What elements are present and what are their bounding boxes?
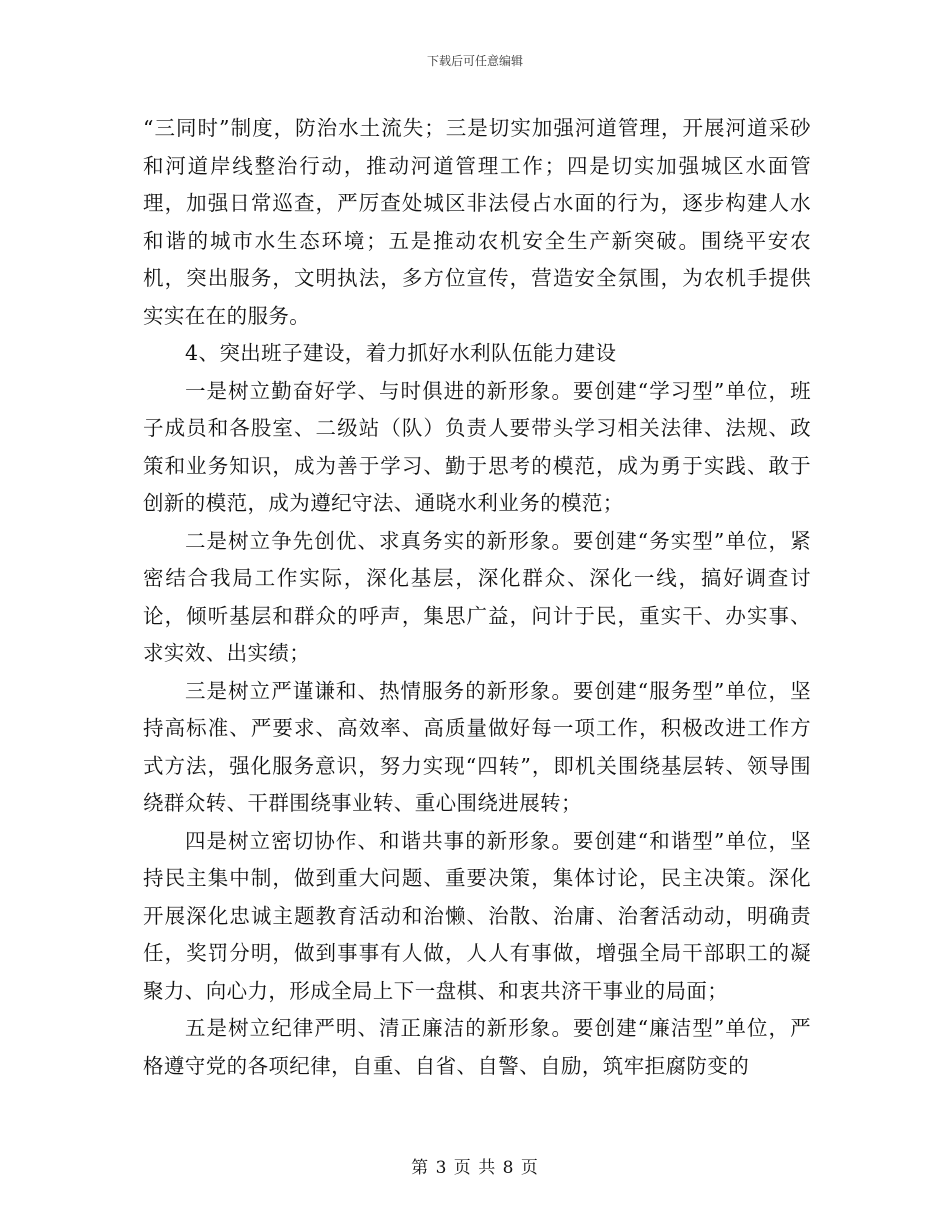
paragraph-integrity: 五是树立纪律严明、清正廉洁的新形象。要创建“廉洁型”单位，严格遵守党的各项纪律，自重、自省、自警、自励，筑牢拒腐防变的 bbox=[143, 1016, 811, 1078]
paragraph-practical: 二是树立争先创优、求真务实的新形象。要创建“务实型”单位，紧密结合我局工作实际，深化基层，深化群众、深化一线，搞好调查讨论，倾听基层和群众的呼声，集思广益，问计于民，重实干、办实事、求实效、出实绩； bbox=[143, 528, 811, 665]
section-heading-4: 4、突出班子建设，着力抓好水利队伍能力建设 bbox=[185, 341, 617, 365]
paragraph-learning: 一是树立勤奋好学、与时俱进的新形象。要创建“学习型”单位，班子成员和各股室、二级站（队）负责人要带头学习相关法律、法规、政策和业务知识，成为善于学习、勤于思考的模范，成为勇于实践、敢于创新的模范，成为遵纪守法、通晓水利业务的模范； bbox=[143, 378, 811, 515]
paragraph-service: 三是树立严谨谦和、热情服务的新形象。要创建“服务型”单位，坚持高标准、严要求、高效率、高质量做好每一项工作，积极改进工作方式方法，强化服务意识，努力实现“四转”，即机关围绕基层转、领导围绕群众转、干群围绕事业转、重心围绕进展转； bbox=[143, 678, 811, 815]
header-note: 下载后可任意编辑 bbox=[426, 54, 523, 68]
document-body bbox=[143, 110, 811, 1085]
paragraph-1: “三同时”制度，防治水土流失；三是切实加强河道管理，开展河道采砂和河道岸线整治行动，推动河道管理工作；四是切实加强城区水面管理，加强日常巡查，严厉查处城区非法侵占水面的行为，逐步构建人水和谐的城市水生态环境；五是推动农机安全生产新突破。围绕平安农机，突出服务，文明执法，多方位宣传，营造安全氛围，为农机手提供实实在在的服务。 bbox=[143, 116, 811, 328]
page-number: 第 3 页 共 8 页 bbox=[411, 1158, 539, 1178]
paragraph-harmony: 四是树立密切协作、和谐共事的新形象。要创建“和谐型”单位，坚持民主集中制，做到重大问题、重要决策，集体讨论，民主决策。深化开展深化忠诚主题教育活动和治懒、治散、治庸、治奢活动动，明确责任，奖罚分明，做到事事有人做，人人有事做，增强全局干部职工的凝聚力、向心力，形成全局上下一盘棋、和衷共济干事业的局面； bbox=[143, 828, 811, 1003]
